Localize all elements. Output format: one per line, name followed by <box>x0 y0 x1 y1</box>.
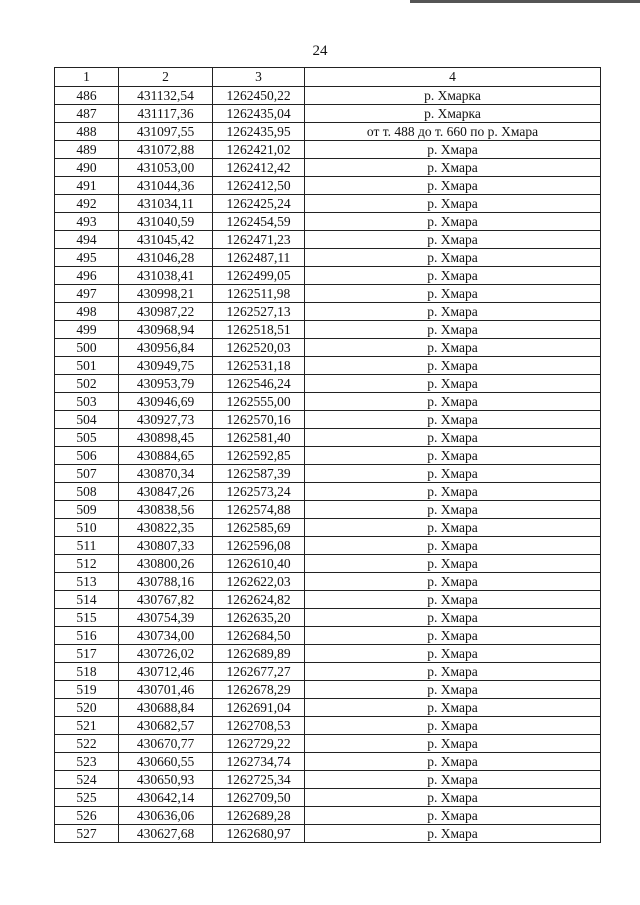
y-coordinate-cell: 1262425,24 <box>213 195 305 213</box>
description-cell: р. Хмара <box>305 213 601 231</box>
point-number-cell: 503 <box>55 393 119 411</box>
y-coordinate-cell: 1262725,34 <box>213 771 305 789</box>
y-coordinate-cell: 1262624,82 <box>213 591 305 609</box>
description-cell: р. Хмара <box>305 825 601 843</box>
table-row <box>55 375 601 393</box>
y-coordinate-cell: 1262487,11 <box>213 249 305 267</box>
point-number-cell: 501 <box>55 357 119 375</box>
point-number-cell: 523 <box>55 753 119 771</box>
table-row <box>55 483 601 501</box>
x-coordinate-cell: 430682,57 <box>119 717 213 735</box>
y-coordinate-cell: 1262555,00 <box>213 393 305 411</box>
table-row <box>55 735 601 753</box>
description-cell: от т. 488 до т. 660 по р. Хмара <box>305 123 601 141</box>
y-coordinate-cell: 1262585,69 <box>213 519 305 537</box>
description-cell: р. Хмара <box>305 537 601 555</box>
description-cell: р. Хмара <box>305 267 601 285</box>
table-body <box>55 87 601 843</box>
table-row <box>55 555 601 573</box>
x-coordinate-cell: 430660,55 <box>119 753 213 771</box>
table-row <box>55 231 601 249</box>
x-coordinate-cell: 430884,65 <box>119 447 213 465</box>
x-coordinate-cell: 430838,56 <box>119 501 213 519</box>
table-row <box>55 393 601 411</box>
table-row <box>55 195 601 213</box>
y-coordinate-cell: 1262587,39 <box>213 465 305 483</box>
table-row <box>55 699 601 717</box>
x-coordinate-cell: 430767,82 <box>119 591 213 609</box>
point-number-cell: 513 <box>55 573 119 591</box>
table-row <box>55 141 601 159</box>
table-row <box>55 663 601 681</box>
y-coordinate-cell: 1262592,85 <box>213 447 305 465</box>
point-number-cell: 510 <box>55 519 119 537</box>
y-coordinate-cell: 1262421,02 <box>213 141 305 159</box>
description-cell: р. Хмара <box>305 429 601 447</box>
coordinates-table <box>54 67 601 843</box>
x-coordinate-cell: 431034,11 <box>119 195 213 213</box>
table-row <box>55 753 601 771</box>
y-coordinate-cell: 1262596,08 <box>213 537 305 555</box>
x-coordinate-cell: 430726,02 <box>119 645 213 663</box>
header-row <box>55 68 601 87</box>
x-coordinate-cell: 431046,28 <box>119 249 213 267</box>
table-row <box>55 609 601 627</box>
table-row <box>55 717 601 735</box>
x-coordinate-cell: 431038,41 <box>119 267 213 285</box>
point-number-cell: 506 <box>55 447 119 465</box>
x-coordinate-cell: 430800,26 <box>119 555 213 573</box>
point-number-cell: 517 <box>55 645 119 663</box>
point-number-cell: 519 <box>55 681 119 699</box>
table-row <box>55 267 601 285</box>
point-number-cell: 487 <box>55 105 119 123</box>
table-row <box>55 771 601 789</box>
table-row <box>55 159 601 177</box>
point-number-cell: 490 <box>55 159 119 177</box>
y-coordinate-cell: 1262622,03 <box>213 573 305 591</box>
y-coordinate-cell: 1262581,40 <box>213 429 305 447</box>
y-coordinate-cell: 1262531,18 <box>213 357 305 375</box>
header-col-3: 3 <box>213 68 305 87</box>
point-number-cell: 512 <box>55 555 119 573</box>
point-number-cell: 494 <box>55 231 119 249</box>
description-cell: р. Хмара <box>305 195 601 213</box>
point-number-cell: 524 <box>55 771 119 789</box>
point-number-cell: 502 <box>55 375 119 393</box>
description-cell: р. Хмара <box>305 807 601 825</box>
point-number-cell: 525 <box>55 789 119 807</box>
y-coordinate-cell: 1262573,24 <box>213 483 305 501</box>
table-row <box>55 177 601 195</box>
point-number-cell: 491 <box>55 177 119 195</box>
description-cell: р. Хмара <box>305 303 601 321</box>
description-cell: р. Хмара <box>305 555 601 573</box>
table-row <box>55 411 601 429</box>
point-number-cell: 526 <box>55 807 119 825</box>
table-row <box>55 501 601 519</box>
description-cell: р. Хмара <box>305 249 601 267</box>
y-coordinate-cell: 1262709,50 <box>213 789 305 807</box>
y-coordinate-cell: 1262684,50 <box>213 627 305 645</box>
y-coordinate-cell: 1262412,50 <box>213 177 305 195</box>
table-row <box>55 105 601 123</box>
table-row <box>55 87 601 105</box>
x-coordinate-cell: 430822,35 <box>119 519 213 537</box>
y-coordinate-cell: 1262412,42 <box>213 159 305 177</box>
table-row <box>55 807 601 825</box>
y-coordinate-cell: 1262435,04 <box>213 105 305 123</box>
y-coordinate-cell: 1262520,03 <box>213 339 305 357</box>
table-row <box>55 537 601 555</box>
description-cell: р. Хмара <box>305 285 601 303</box>
y-coordinate-cell: 1262677,27 <box>213 663 305 681</box>
point-number-cell: 497 <box>55 285 119 303</box>
x-coordinate-cell: 430953,79 <box>119 375 213 393</box>
y-coordinate-cell: 1262454,59 <box>213 213 305 231</box>
x-coordinate-cell: 430968,94 <box>119 321 213 339</box>
description-cell: р. Хмара <box>305 159 601 177</box>
x-coordinate-cell: 430870,34 <box>119 465 213 483</box>
scan-edge-mark <box>410 0 640 3</box>
description-cell: р. Хмара <box>305 231 601 249</box>
point-number-cell: 508 <box>55 483 119 501</box>
y-coordinate-cell: 1262689,28 <box>213 807 305 825</box>
table-row <box>55 447 601 465</box>
description-cell: р. Хмара <box>305 771 601 789</box>
x-coordinate-cell: 431040,59 <box>119 213 213 231</box>
description-cell: р. Хмара <box>305 447 601 465</box>
description-cell: р. Хмара <box>305 573 601 591</box>
description-cell: р. Хмара <box>305 627 601 645</box>
x-coordinate-cell: 430642,14 <box>119 789 213 807</box>
table-row <box>55 285 601 303</box>
table-row <box>55 465 601 483</box>
description-cell: р. Хмара <box>305 645 601 663</box>
x-coordinate-cell: 431044,36 <box>119 177 213 195</box>
table-row <box>55 249 601 267</box>
table-row <box>55 339 601 357</box>
x-coordinate-cell: 430712,46 <box>119 663 213 681</box>
point-number-cell: 507 <box>55 465 119 483</box>
description-cell: р. Хмара <box>305 591 601 609</box>
point-number-cell: 493 <box>55 213 119 231</box>
description-cell: р. Хмара <box>305 357 601 375</box>
header-col-2: 2 <box>119 68 213 87</box>
y-coordinate-cell: 1262546,24 <box>213 375 305 393</box>
y-coordinate-cell: 1262678,29 <box>213 681 305 699</box>
x-coordinate-cell: 430650,93 <box>119 771 213 789</box>
x-coordinate-cell: 430956,84 <box>119 339 213 357</box>
description-cell: р. Хмара <box>305 141 601 159</box>
description-cell: р. Хмара <box>305 717 601 735</box>
x-coordinate-cell: 430734,00 <box>119 627 213 645</box>
y-coordinate-cell: 1262708,53 <box>213 717 305 735</box>
x-coordinate-cell: 431117,36 <box>119 105 213 123</box>
x-coordinate-cell: 430701,46 <box>119 681 213 699</box>
x-coordinate-cell: 430670,77 <box>119 735 213 753</box>
point-number-cell: 522 <box>55 735 119 753</box>
x-coordinate-cell: 430627,68 <box>119 825 213 843</box>
x-coordinate-cell: 430688,84 <box>119 699 213 717</box>
description-cell: р. Хмара <box>305 339 601 357</box>
description-cell: р. Хмарка <box>305 105 601 123</box>
x-coordinate-cell: 430788,16 <box>119 573 213 591</box>
description-cell: р. Хмара <box>305 789 601 807</box>
description-cell: р. Хмара <box>305 177 601 195</box>
table-row <box>55 519 601 537</box>
description-cell: р. Хмара <box>305 465 601 483</box>
x-coordinate-cell: 431097,55 <box>119 123 213 141</box>
description-cell: р. Хмара <box>305 735 601 753</box>
y-coordinate-cell: 1262570,16 <box>213 411 305 429</box>
y-coordinate-cell: 1262435,95 <box>213 123 305 141</box>
y-coordinate-cell: 1262574,88 <box>213 501 305 519</box>
description-cell: р. Хмара <box>305 609 601 627</box>
header-col-4: 4 <box>305 68 601 87</box>
x-coordinate-cell: 430636,06 <box>119 807 213 825</box>
point-number-cell: 498 <box>55 303 119 321</box>
table-row <box>55 303 601 321</box>
description-cell: р. Хмара <box>305 681 601 699</box>
point-number-cell: 499 <box>55 321 119 339</box>
point-number-cell: 500 <box>55 339 119 357</box>
description-cell: р. Хмара <box>305 699 601 717</box>
x-coordinate-cell: 431045,42 <box>119 231 213 249</box>
table-row <box>55 573 601 591</box>
description-cell: р. Хмара <box>305 663 601 681</box>
y-coordinate-cell: 1262729,22 <box>213 735 305 753</box>
table-row <box>55 825 601 843</box>
x-coordinate-cell: 430949,75 <box>119 357 213 375</box>
y-coordinate-cell: 1262680,97 <box>213 825 305 843</box>
y-coordinate-cell: 1262527,13 <box>213 303 305 321</box>
y-coordinate-cell: 1262691,04 <box>213 699 305 717</box>
x-coordinate-cell: 430987,22 <box>119 303 213 321</box>
point-number-cell: 489 <box>55 141 119 159</box>
y-coordinate-cell: 1262518,51 <box>213 321 305 339</box>
table-row <box>55 429 601 447</box>
description-cell: р. Хмарка <box>305 87 601 105</box>
point-number-cell: 486 <box>55 87 119 105</box>
description-cell: р. Хмара <box>305 375 601 393</box>
x-coordinate-cell: 430754,39 <box>119 609 213 627</box>
x-coordinate-cell: 430898,45 <box>119 429 213 447</box>
x-coordinate-cell: 430927,73 <box>119 411 213 429</box>
description-cell: р. Хмара <box>305 519 601 537</box>
x-coordinate-cell: 430807,33 <box>119 537 213 555</box>
point-number-cell: 496 <box>55 267 119 285</box>
point-number-cell: 516 <box>55 627 119 645</box>
point-number-cell: 518 <box>55 663 119 681</box>
point-number-cell: 504 <box>55 411 119 429</box>
table-row <box>55 645 601 663</box>
point-number-cell: 515 <box>55 609 119 627</box>
description-cell: р. Хмара <box>305 411 601 429</box>
table-row <box>55 591 601 609</box>
x-coordinate-cell: 430946,69 <box>119 393 213 411</box>
table-row <box>55 123 601 141</box>
point-number-cell: 527 <box>55 825 119 843</box>
table-row <box>55 321 601 339</box>
point-number-cell: 488 <box>55 123 119 141</box>
table-row <box>55 789 601 807</box>
point-number-cell: 509 <box>55 501 119 519</box>
point-number-cell: 521 <box>55 717 119 735</box>
description-cell: р. Хмара <box>305 321 601 339</box>
x-coordinate-cell: 431072,88 <box>119 141 213 159</box>
y-coordinate-cell: 1262450,22 <box>213 87 305 105</box>
y-coordinate-cell: 1262734,74 <box>213 753 305 771</box>
x-coordinate-cell: 431053,00 <box>119 159 213 177</box>
description-cell: р. Хмара <box>305 501 601 519</box>
y-coordinate-cell: 1262635,20 <box>213 609 305 627</box>
y-coordinate-cell: 1262471,23 <box>213 231 305 249</box>
point-number-cell: 495 <box>55 249 119 267</box>
header-col-1: 1 <box>55 68 119 87</box>
table-header <box>55 68 601 87</box>
point-number-cell: 505 <box>55 429 119 447</box>
y-coordinate-cell: 1262511,98 <box>213 285 305 303</box>
description-cell: р. Хмара <box>305 753 601 771</box>
table-row <box>55 213 601 231</box>
page-number: 24 <box>312 43 328 59</box>
table-row <box>55 357 601 375</box>
description-cell: р. Хмара <box>305 483 601 501</box>
description-cell: р. Хмара <box>305 393 601 411</box>
point-number-cell: 511 <box>55 537 119 555</box>
table-row <box>55 627 601 645</box>
table-row <box>55 681 601 699</box>
y-coordinate-cell: 1262689,89 <box>213 645 305 663</box>
x-coordinate-cell: 430847,26 <box>119 483 213 501</box>
y-coordinate-cell: 1262610,40 <box>213 555 305 573</box>
point-number-cell: 514 <box>55 591 119 609</box>
y-coordinate-cell: 1262499,05 <box>213 267 305 285</box>
point-number-cell: 492 <box>55 195 119 213</box>
x-coordinate-cell: 430998,21 <box>119 285 213 303</box>
point-number-cell: 520 <box>55 699 119 717</box>
x-coordinate-cell: 431132,54 <box>119 87 213 105</box>
